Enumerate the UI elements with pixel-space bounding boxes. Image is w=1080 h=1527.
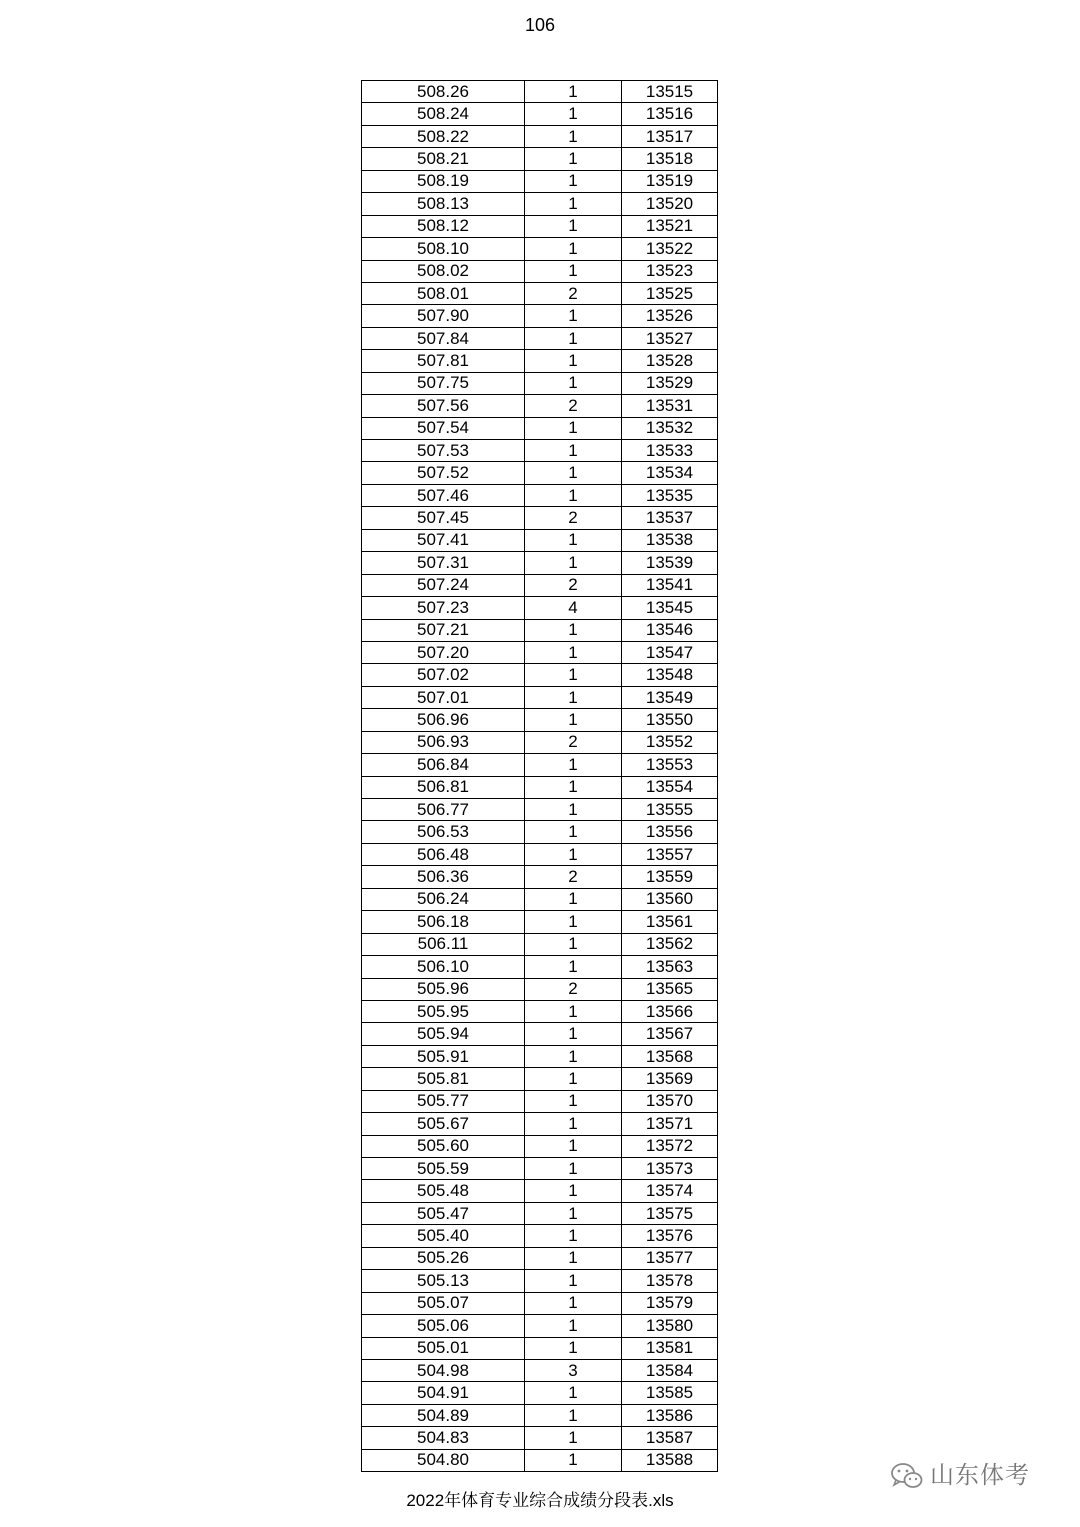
count-cell: 1 bbox=[525, 799, 622, 821]
cumulative-cell: 13534 bbox=[622, 462, 718, 484]
table-row bbox=[362, 1180, 718, 1202]
count-cell: 1 bbox=[525, 776, 622, 798]
table-row bbox=[362, 1270, 718, 1292]
count-cell: 1 bbox=[525, 686, 622, 708]
table-row bbox=[362, 1359, 718, 1381]
score-cell: 506.84 bbox=[362, 754, 525, 776]
table-row bbox=[362, 821, 718, 843]
score-cell: 508.10 bbox=[362, 238, 525, 260]
score-cell: 506.77 bbox=[362, 799, 525, 821]
table-row bbox=[362, 574, 718, 596]
table-row bbox=[362, 1404, 718, 1426]
count-cell: 1 bbox=[525, 1404, 622, 1426]
table-row bbox=[362, 193, 718, 215]
count-cell: 1 bbox=[525, 125, 622, 147]
table-row bbox=[362, 1023, 718, 1045]
cumulative-cell: 13575 bbox=[622, 1202, 718, 1224]
cumulative-cell: 13576 bbox=[622, 1225, 718, 1247]
table-row bbox=[362, 888, 718, 910]
table-row bbox=[362, 1113, 718, 1135]
count-cell: 1 bbox=[525, 1225, 622, 1247]
score-cell: 507.20 bbox=[362, 641, 525, 663]
cumulative-cell: 13547 bbox=[622, 641, 718, 663]
score-cell: 505.40 bbox=[362, 1225, 525, 1247]
score-cell: 505.91 bbox=[362, 1045, 525, 1067]
table-row bbox=[362, 776, 718, 798]
cumulative-cell: 13527 bbox=[622, 327, 718, 349]
score-cell: 506.18 bbox=[362, 911, 525, 933]
table-row bbox=[362, 1045, 718, 1067]
score-cell: 504.91 bbox=[362, 1382, 525, 1404]
cumulative-cell: 13571 bbox=[622, 1113, 718, 1135]
table-row bbox=[362, 327, 718, 349]
table-row bbox=[362, 597, 718, 619]
score-cell: 506.11 bbox=[362, 933, 525, 955]
score-cell: 506.96 bbox=[362, 709, 525, 731]
cumulative-cell: 13519 bbox=[622, 170, 718, 192]
score-cell: 507.53 bbox=[362, 440, 525, 462]
score-cell: 508.24 bbox=[362, 103, 525, 125]
count-cell: 1 bbox=[525, 1427, 622, 1449]
cumulative-cell: 13521 bbox=[622, 215, 718, 237]
score-cell: 507.45 bbox=[362, 507, 525, 529]
score-cell: 505.95 bbox=[362, 1000, 525, 1022]
table-row bbox=[362, 103, 718, 125]
score-cell: 505.96 bbox=[362, 978, 525, 1000]
cumulative-cell: 13525 bbox=[622, 282, 718, 304]
table-row bbox=[362, 552, 718, 574]
score-cell: 505.13 bbox=[362, 1270, 525, 1292]
table-row bbox=[362, 1449, 718, 1471]
count-cell: 1 bbox=[525, 350, 622, 372]
count-cell: 1 bbox=[525, 103, 622, 125]
cumulative-cell: 13566 bbox=[622, 1000, 718, 1022]
count-cell: 1 bbox=[525, 1113, 622, 1135]
score-cell: 505.67 bbox=[362, 1113, 525, 1135]
score-cell: 507.23 bbox=[362, 597, 525, 619]
score-cell: 504.98 bbox=[362, 1359, 525, 1381]
score-cell: 507.56 bbox=[362, 395, 525, 417]
cumulative-cell: 13550 bbox=[622, 709, 718, 731]
count-cell: 1 bbox=[525, 215, 622, 237]
score-cell: 507.24 bbox=[362, 574, 525, 596]
cumulative-cell: 13585 bbox=[622, 1382, 718, 1404]
score-cell: 505.77 bbox=[362, 1090, 525, 1112]
cumulative-cell: 13581 bbox=[622, 1337, 718, 1359]
cumulative-cell: 13533 bbox=[622, 440, 718, 462]
score-cell: 507.75 bbox=[362, 372, 525, 394]
cumulative-cell: 13580 bbox=[622, 1315, 718, 1337]
count-cell: 2 bbox=[525, 866, 622, 888]
count-cell: 1 bbox=[525, 664, 622, 686]
cumulative-cell: 13531 bbox=[622, 395, 718, 417]
count-cell: 1 bbox=[525, 1180, 622, 1202]
score-cell: 506.36 bbox=[362, 866, 525, 888]
cumulative-cell: 13560 bbox=[622, 888, 718, 910]
count-cell: 2 bbox=[525, 574, 622, 596]
cumulative-cell: 13568 bbox=[622, 1045, 718, 1067]
count-cell: 1 bbox=[525, 1202, 622, 1224]
cumulative-cell: 13515 bbox=[622, 81, 718, 103]
score-cell: 507.52 bbox=[362, 462, 525, 484]
cumulative-cell: 13555 bbox=[622, 799, 718, 821]
score-cell: 508.22 bbox=[362, 125, 525, 147]
count-cell: 1 bbox=[525, 1135, 622, 1157]
count-cell: 3 bbox=[525, 1359, 622, 1381]
table-row bbox=[362, 933, 718, 955]
table-row bbox=[362, 529, 718, 551]
score-cell: 506.24 bbox=[362, 888, 525, 910]
count-cell: 1 bbox=[525, 1068, 622, 1090]
table-row bbox=[362, 125, 718, 147]
cumulative-cell: 13552 bbox=[622, 731, 718, 753]
cumulative-cell: 13516 bbox=[622, 103, 718, 125]
table-row bbox=[362, 260, 718, 282]
cumulative-cell: 13520 bbox=[622, 193, 718, 215]
score-cell: 505.47 bbox=[362, 1202, 525, 1224]
cumulative-cell: 13584 bbox=[622, 1359, 718, 1381]
score-cell: 506.48 bbox=[362, 843, 525, 865]
cumulative-cell: 13546 bbox=[622, 619, 718, 641]
table-row bbox=[362, 911, 718, 933]
score-cell: 506.81 bbox=[362, 776, 525, 798]
count-cell: 2 bbox=[525, 282, 622, 304]
table-row bbox=[362, 170, 718, 192]
count-cell: 2 bbox=[525, 507, 622, 529]
score-cell: 507.46 bbox=[362, 484, 525, 506]
table-row bbox=[362, 619, 718, 641]
score-cell: 505.81 bbox=[362, 1068, 525, 1090]
watermark bbox=[890, 1462, 1030, 1490]
cumulative-cell: 13579 bbox=[622, 1292, 718, 1314]
count-cell: 1 bbox=[525, 1247, 622, 1269]
table-row bbox=[362, 440, 718, 462]
table-row bbox=[362, 1427, 718, 1449]
table-row bbox=[362, 417, 718, 439]
count-cell: 1 bbox=[525, 933, 622, 955]
score-cell: 507.81 bbox=[362, 350, 525, 372]
table-row bbox=[362, 641, 718, 663]
cumulative-cell: 13557 bbox=[622, 843, 718, 865]
table-row bbox=[362, 1068, 718, 1090]
table-row bbox=[362, 350, 718, 372]
cumulative-cell: 13577 bbox=[622, 1247, 718, 1269]
cumulative-cell: 13554 bbox=[622, 776, 718, 798]
count-cell: 1 bbox=[525, 552, 622, 574]
table-row bbox=[362, 507, 718, 529]
count-cell: 1 bbox=[525, 260, 622, 282]
table-row bbox=[362, 709, 718, 731]
table-row bbox=[362, 462, 718, 484]
count-cell: 1 bbox=[525, 372, 622, 394]
count-cell: 1 bbox=[525, 1337, 622, 1359]
count-cell: 1 bbox=[525, 911, 622, 933]
score-cell: 507.90 bbox=[362, 305, 525, 327]
score-cell: 508.12 bbox=[362, 215, 525, 237]
count-cell: 2 bbox=[525, 978, 622, 1000]
table-row bbox=[362, 372, 718, 394]
table-row bbox=[362, 1158, 718, 1180]
count-cell: 1 bbox=[525, 1023, 622, 1045]
cumulative-cell: 13578 bbox=[622, 1270, 718, 1292]
score-cell: 505.01 bbox=[362, 1337, 525, 1359]
table-row bbox=[362, 238, 718, 260]
count-cell: 1 bbox=[525, 1158, 622, 1180]
score-cell: 507.02 bbox=[362, 664, 525, 686]
cumulative-cell: 13553 bbox=[622, 754, 718, 776]
table-row bbox=[362, 1292, 718, 1314]
table-row bbox=[362, 1225, 718, 1247]
cumulative-cell: 13518 bbox=[622, 148, 718, 170]
cumulative-cell: 13522 bbox=[622, 238, 718, 260]
count-cell: 1 bbox=[525, 81, 622, 103]
count-cell: 1 bbox=[525, 238, 622, 260]
table-row bbox=[362, 1315, 718, 1337]
score-cell: 505.59 bbox=[362, 1158, 525, 1180]
cumulative-cell: 13529 bbox=[622, 372, 718, 394]
table-row bbox=[362, 664, 718, 686]
count-cell: 1 bbox=[525, 821, 622, 843]
table-row bbox=[362, 843, 718, 865]
count-cell: 2 bbox=[525, 395, 622, 417]
table-row bbox=[362, 1000, 718, 1022]
table-row bbox=[362, 1382, 718, 1404]
count-cell: 1 bbox=[525, 641, 622, 663]
table-row bbox=[362, 148, 718, 170]
table-row bbox=[362, 1090, 718, 1112]
score-cell: 507.84 bbox=[362, 327, 525, 349]
score-cell: 508.02 bbox=[362, 260, 525, 282]
count-cell: 1 bbox=[525, 1382, 622, 1404]
score-cell: 504.80 bbox=[362, 1449, 525, 1471]
count-cell: 1 bbox=[525, 170, 622, 192]
table-row bbox=[362, 731, 718, 753]
cumulative-cell: 13562 bbox=[622, 933, 718, 955]
cumulative-cell: 13588 bbox=[622, 1449, 718, 1471]
score-cell: 507.41 bbox=[362, 529, 525, 551]
watermark-text: 山东体考 bbox=[930, 1462, 1030, 1489]
cumulative-cell: 13532 bbox=[622, 417, 718, 439]
cumulative-cell: 13561 bbox=[622, 911, 718, 933]
page-number: 106 bbox=[524, 15, 556, 35]
count-cell: 1 bbox=[525, 754, 622, 776]
table-row bbox=[362, 866, 718, 888]
table-row bbox=[362, 1135, 718, 1157]
count-cell: 1 bbox=[525, 619, 622, 641]
cumulative-cell: 13541 bbox=[622, 574, 718, 596]
score-cell: 504.83 bbox=[362, 1427, 525, 1449]
count-cell: 1 bbox=[525, 305, 622, 327]
count-cell: 1 bbox=[525, 484, 622, 506]
table-row bbox=[362, 1337, 718, 1359]
cumulative-cell: 13565 bbox=[622, 978, 718, 1000]
table-row bbox=[362, 754, 718, 776]
score-cell: 507.01 bbox=[362, 686, 525, 708]
count-cell: 1 bbox=[525, 417, 622, 439]
cumulative-cell: 13523 bbox=[622, 260, 718, 282]
score-cell: 508.19 bbox=[362, 170, 525, 192]
count-cell: 1 bbox=[525, 956, 622, 978]
cumulative-cell: 13573 bbox=[622, 1158, 718, 1180]
count-cell: 1 bbox=[525, 1315, 622, 1337]
table-row bbox=[362, 81, 718, 103]
count-cell: 1 bbox=[525, 1270, 622, 1292]
score-cell: 505.60 bbox=[362, 1135, 525, 1157]
count-cell: 1 bbox=[525, 1449, 622, 1471]
count-cell: 1 bbox=[525, 440, 622, 462]
cumulative-cell: 13545 bbox=[622, 597, 718, 619]
score-cell: 506.53 bbox=[362, 821, 525, 843]
table-row bbox=[362, 956, 718, 978]
score-cell: 505.26 bbox=[362, 1247, 525, 1269]
score-cell: 504.89 bbox=[362, 1404, 525, 1426]
cumulative-cell: 13567 bbox=[622, 1023, 718, 1045]
cumulative-cell: 13539 bbox=[622, 552, 718, 574]
footer-filename: 2022年体育专业综合成绩分段表.xls bbox=[406, 1491, 674, 1510]
score-cell: 505.94 bbox=[362, 1023, 525, 1045]
cumulative-cell: 13563 bbox=[622, 956, 718, 978]
table-row bbox=[362, 686, 718, 708]
score-cell: 505.07 bbox=[362, 1292, 525, 1314]
cumulative-cell: 13587 bbox=[622, 1427, 718, 1449]
cumulative-cell: 13517 bbox=[622, 125, 718, 147]
cumulative-cell: 13572 bbox=[622, 1135, 718, 1157]
table-row bbox=[362, 395, 718, 417]
table-row bbox=[362, 1202, 718, 1224]
score-distribution-table bbox=[361, 80, 718, 1472]
table-row bbox=[362, 215, 718, 237]
score-cell: 508.01 bbox=[362, 282, 525, 304]
table-row bbox=[362, 305, 718, 327]
cumulative-cell: 13569 bbox=[622, 1068, 718, 1090]
cumulative-cell: 13537 bbox=[622, 507, 718, 529]
score-cell: 508.21 bbox=[362, 148, 525, 170]
count-cell: 1 bbox=[525, 1292, 622, 1314]
count-cell: 1 bbox=[525, 1045, 622, 1067]
count-cell: 1 bbox=[525, 193, 622, 215]
count-cell: 2 bbox=[525, 731, 622, 753]
score-cell: 508.13 bbox=[362, 193, 525, 215]
score-cell: 508.26 bbox=[362, 81, 525, 103]
cumulative-cell: 13538 bbox=[622, 529, 718, 551]
score-cell: 507.31 bbox=[362, 552, 525, 574]
score-cell: 507.21 bbox=[362, 619, 525, 641]
count-cell: 1 bbox=[525, 888, 622, 910]
cumulative-cell: 13535 bbox=[622, 484, 718, 506]
cumulative-cell: 13574 bbox=[622, 1180, 718, 1202]
score-cell: 506.10 bbox=[362, 956, 525, 978]
score-cell: 505.06 bbox=[362, 1315, 525, 1337]
cumulative-cell: 13556 bbox=[622, 821, 718, 843]
table-row bbox=[362, 799, 718, 821]
wechat-icon bbox=[890, 1462, 924, 1490]
count-cell: 1 bbox=[525, 709, 622, 731]
count-cell: 1 bbox=[525, 1090, 622, 1112]
cumulative-cell: 13559 bbox=[622, 866, 718, 888]
cumulative-cell: 13548 bbox=[622, 664, 718, 686]
count-cell: 4 bbox=[525, 597, 622, 619]
table-body bbox=[362, 81, 718, 1472]
table-row bbox=[362, 282, 718, 304]
table-row bbox=[362, 484, 718, 506]
count-cell: 1 bbox=[525, 327, 622, 349]
cumulative-cell: 13586 bbox=[622, 1404, 718, 1426]
count-cell: 1 bbox=[525, 843, 622, 865]
cumulative-cell: 13526 bbox=[622, 305, 718, 327]
cumulative-cell: 13549 bbox=[622, 686, 718, 708]
score-cell: 505.48 bbox=[362, 1180, 525, 1202]
score-cell: 507.54 bbox=[362, 417, 525, 439]
count-cell: 1 bbox=[525, 1000, 622, 1022]
cumulative-cell: 13528 bbox=[622, 350, 718, 372]
count-cell: 1 bbox=[525, 462, 622, 484]
table-row bbox=[362, 978, 718, 1000]
count-cell: 1 bbox=[525, 529, 622, 551]
cumulative-cell: 13570 bbox=[622, 1090, 718, 1112]
score-cell: 506.93 bbox=[362, 731, 525, 753]
table-row bbox=[362, 1247, 718, 1269]
count-cell: 1 bbox=[525, 148, 622, 170]
